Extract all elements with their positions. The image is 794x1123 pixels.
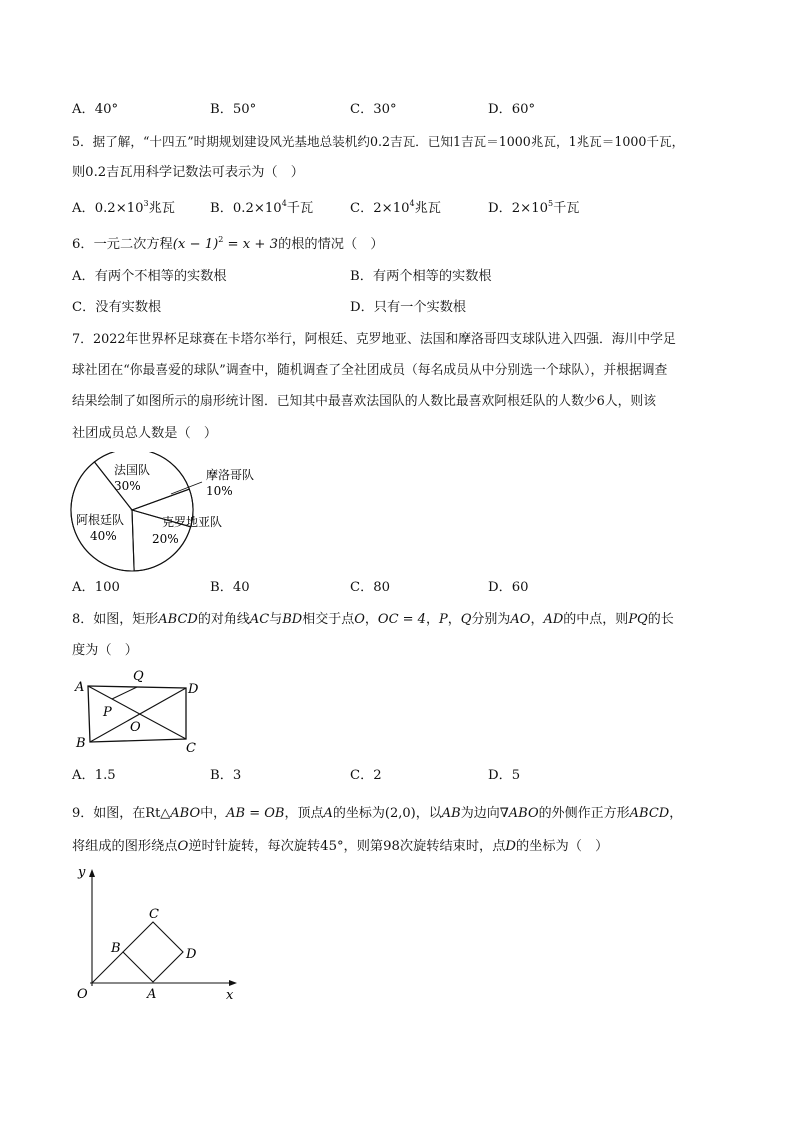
segment-pq bbox=[112, 687, 137, 699]
q6-question: 6．一元二次方程$(x - 1)^2 = x + 3$的根的情况（ ） bbox=[72, 235, 384, 252]
q8-rectangle-figure bbox=[72, 666, 208, 758]
q5-option-a: A．$0.2\times 10^3$兆瓦 bbox=[72, 199, 175, 216]
square-abcd bbox=[123, 922, 183, 982]
q7-pie-chart bbox=[66, 452, 266, 574]
y-axis-arrow bbox=[89, 869, 95, 877]
q4-option-d: D．60° bbox=[488, 102, 536, 117]
label-y: y bbox=[78, 865, 86, 880]
q7-text-line3: 结果绘制了如图所示的扇形统计图．已知其中最喜欢法国队的人数比最喜欢阿根廷队的人数少6人，则该 bbox=[72, 394, 657, 409]
q6-option-b: B．有两个相等的实数根 bbox=[350, 269, 492, 284]
label-d: D bbox=[188, 682, 199, 697]
label-o: O bbox=[130, 720, 141, 735]
q9-text-line2: 将组成的图形绕点O逆时针旋转，每次旋转45°，则第98次旋转结束时，点D的坐标为（ ） bbox=[72, 839, 609, 854]
q5-option-d: D．$2\times 10^5$千瓦 bbox=[488, 199, 580, 216]
q6-option-c: C．没有实数根 bbox=[72, 300, 162, 315]
x-axis-arrow bbox=[229, 980, 237, 986]
pie-label-argentina-pct: 40% bbox=[90, 529, 117, 543]
pie-label-croatia-pct: 20% bbox=[152, 532, 179, 546]
q7-text-line2: 球社团在“你最喜爱的球队”调查中，随机调查了全社团成员（每名成员从中分别选一个球队），并根据调查 bbox=[72, 363, 668, 378]
pie-label-morocco-pct: 10% bbox=[206, 484, 233, 498]
label-b: B bbox=[76, 736, 86, 751]
q4-option-a: A．40° bbox=[72, 102, 119, 117]
q8-option-a: A．1.5 bbox=[72, 768, 116, 783]
q4-option-c: C．30° bbox=[350, 102, 397, 117]
label-p: P bbox=[103, 705, 112, 720]
label-q: Q bbox=[133, 669, 144, 684]
q8-option-b: B．3 bbox=[210, 768, 242, 783]
q5-text-line2: 则0.2吉瓦用科学记数法可表示为（ ） bbox=[72, 165, 304, 180]
pie-label-morocco: 摩洛哥队 bbox=[206, 468, 255, 482]
q7-text-line4: 社团成员总人数是（ ） bbox=[72, 426, 218, 441]
q7-option-c: C．80 bbox=[350, 580, 391, 595]
q8-option-d: D．5 bbox=[488, 768, 521, 783]
q7-option-b: B．40 bbox=[210, 580, 250, 595]
q9-coordinate-figure bbox=[70, 862, 245, 1004]
q4-option-b: B．50° bbox=[210, 102, 257, 117]
pie-label-argentina: 阿根廷队 bbox=[76, 513, 125, 527]
pie-label-france-pct: 30% bbox=[114, 479, 141, 493]
q6-option-a: A．有两个不相等的实数根 bbox=[72, 269, 227, 284]
q7-text-line1: 7．2022年世界杯足球赛在卡塔尔举行，阿根廷、克罗地亚、法国和摩洛哥四支球队进入四强．海川中学足 bbox=[72, 332, 676, 347]
q6-option-d: D．只有一个实数根 bbox=[350, 300, 467, 315]
label-c: C bbox=[149, 907, 159, 922]
label-b: B bbox=[111, 941, 121, 956]
label-o: O bbox=[77, 987, 88, 1002]
label-d: D bbox=[186, 947, 197, 962]
q9-text-line1: 9．如图，在Rt△ABO中，AB = OB，顶点A的坐标为(2,0)，以AB为边向∇ABO的外侧作正方形ABCD， bbox=[72, 806, 683, 821]
q8-text-line1: 8．如图，矩形ABCD的对角线AC与BD相交于点O，OC = 4，P，Q分别为AO，AD的中点，则PQ的长 bbox=[72, 612, 674, 627]
label-a: A bbox=[147, 987, 157, 1002]
pie-label-france: 法国队 bbox=[114, 463, 151, 477]
q5-option-b: B．$0.2\times 10^4$千瓦 bbox=[210, 199, 314, 216]
label-a: A bbox=[75, 680, 85, 695]
q5-option-c: C．$2\times 10^4$兆瓦 bbox=[350, 199, 441, 216]
q8-text-line2: 度为（ ） bbox=[72, 643, 138, 658]
q5-text-line1: 5．据了解，“十四五”时期规划建设风光基地总装机约0.2吉瓦．已知1吉瓦＝1000兆瓦，1兆瓦＝1000千瓦， bbox=[72, 134, 685, 149]
q7-option-d: D．60 bbox=[488, 580, 529, 595]
label-x: x bbox=[226, 988, 234, 1003]
pie-label-croatia: 克罗地亚队 bbox=[162, 515, 223, 529]
q8-option-c: C．2 bbox=[350, 768, 382, 783]
label-c: C bbox=[186, 741, 196, 756]
segment-ob bbox=[92, 952, 123, 983]
q7-option-a: A．100 bbox=[72, 580, 120, 595]
